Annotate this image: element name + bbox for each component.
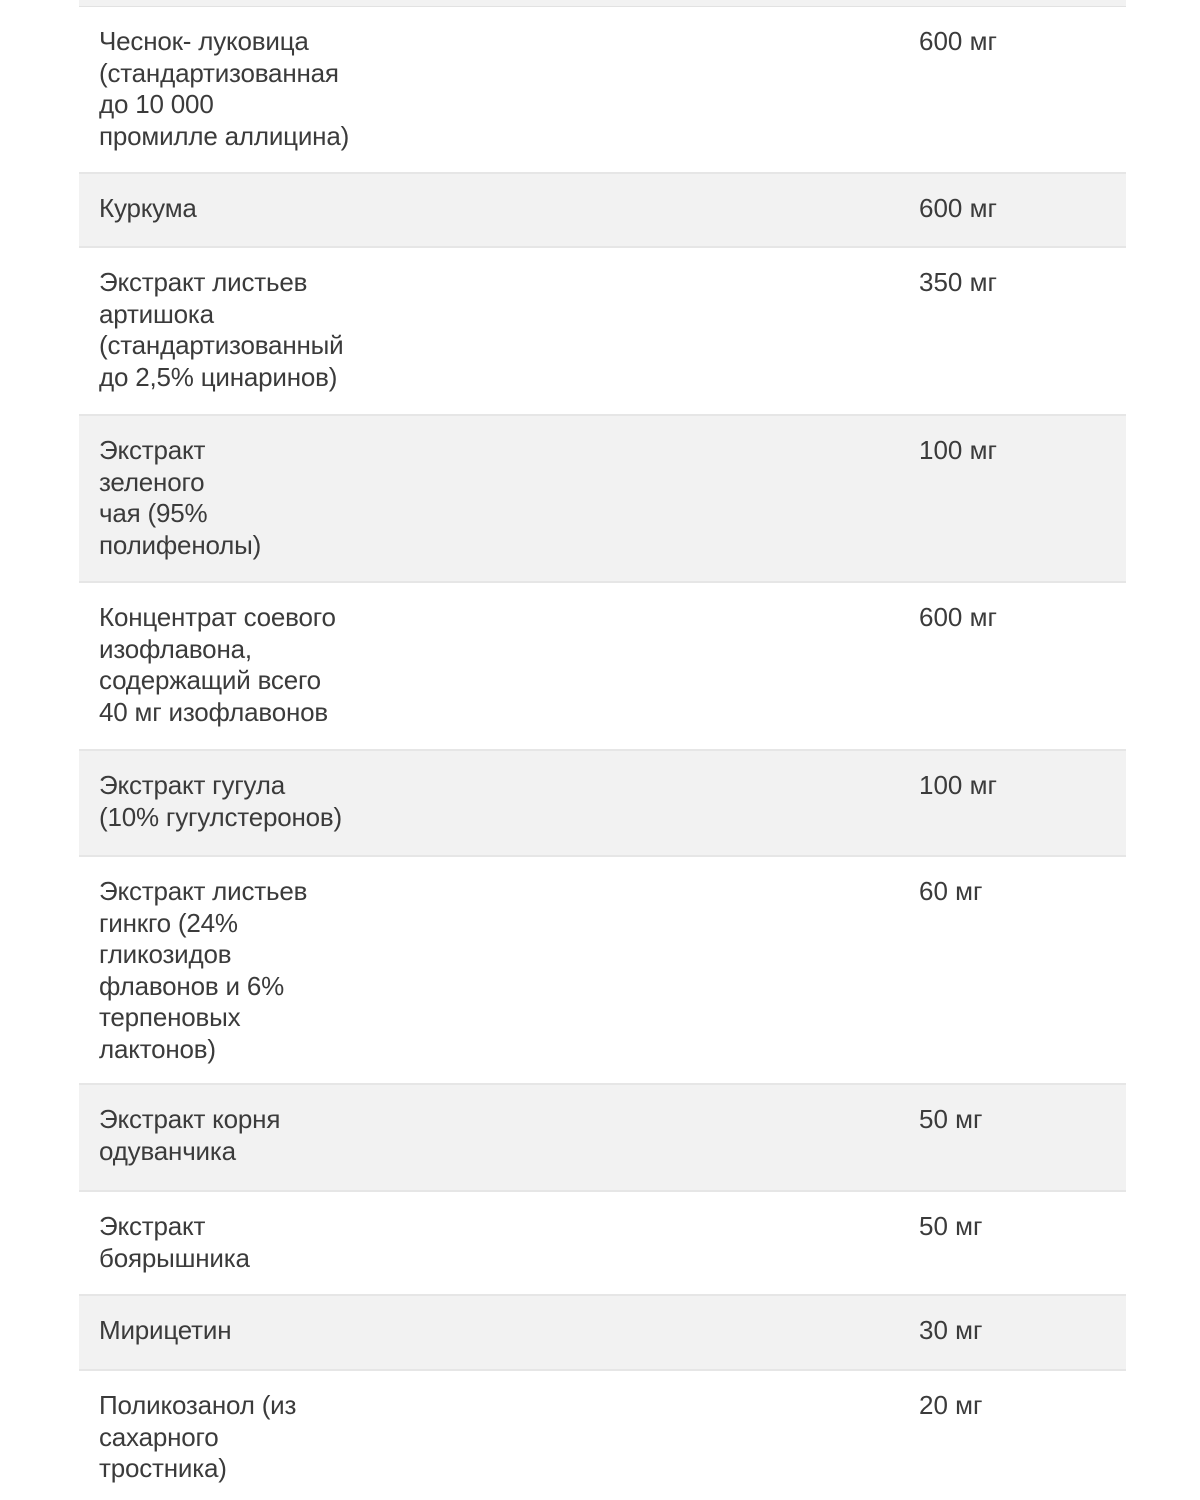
ingredient-amount: 50 мг bbox=[919, 1211, 983, 1241]
ingredient-name: Куркума bbox=[99, 193, 197, 223]
ingredient-amount: 50 мг bbox=[919, 1104, 983, 1134]
ingredient-amount: 600 мг bbox=[919, 602, 997, 632]
ingredients-table bbox=[79, 7, 1126, 1500]
ingredient-amount: 600 мг bbox=[919, 26, 997, 56]
table-row bbox=[79, 857, 1126, 1085]
ingredient-name: Экстракт листьев гинкго (24% гликозидов флавонов и 6% терпеновых лактонов) bbox=[99, 876, 308, 1064]
ingredient-name: Чеснок- луковица (стандартизованная до 10 000 промилле аллицина) bbox=[99, 26, 350, 151]
ingredient-amount: 60 мг bbox=[919, 876, 983, 906]
ingredient-name: Экстракт корня одуванчика bbox=[99, 1104, 281, 1166]
ingredient-name: Экстракт боярышника bbox=[99, 1211, 250, 1273]
ingredient-name: Мирицетин bbox=[99, 1315, 232, 1345]
table-row bbox=[79, 751, 1126, 857]
table-row bbox=[79, 1085, 1126, 1192]
table-top-row-edge bbox=[79, 0, 1126, 7]
table-row bbox=[79, 416, 1126, 583]
table-row bbox=[79, 1371, 1126, 1500]
ingredient-amount: 20 мг bbox=[919, 1390, 983, 1420]
ingredient-amount: 100 мг bbox=[919, 435, 997, 465]
table-row bbox=[79, 1192, 1126, 1296]
table-row bbox=[79, 7, 1126, 174]
table-row bbox=[79, 248, 1126, 416]
ingredient-amount: 600 мг bbox=[919, 193, 997, 223]
ingredient-amount: 350 мг bbox=[919, 267, 997, 297]
ingredient-name: Экстракт гугула (10% гугулстеронов) bbox=[99, 770, 342, 832]
table-row bbox=[79, 174, 1126, 248]
ingredient-amount: 30 мг bbox=[919, 1315, 983, 1345]
table-row bbox=[79, 1296, 1126, 1371]
table-row bbox=[79, 583, 1126, 751]
ingredient-name: Концентрат соевого изофлавона, содержащий всего 40 мг изофлавонов bbox=[99, 602, 336, 727]
ingredient-name: Экстракт листьев артишока (стандартизованный до 2,5% цинаринов) bbox=[99, 267, 344, 392]
ingredient-name: Поликозанол (из сахарного тростника) bbox=[99, 1390, 297, 1483]
ingredient-amount: 100 мг bbox=[919, 770, 997, 800]
ingredient-name: Экстракт зеленого чая (95% полифенолы) bbox=[99, 435, 262, 560]
